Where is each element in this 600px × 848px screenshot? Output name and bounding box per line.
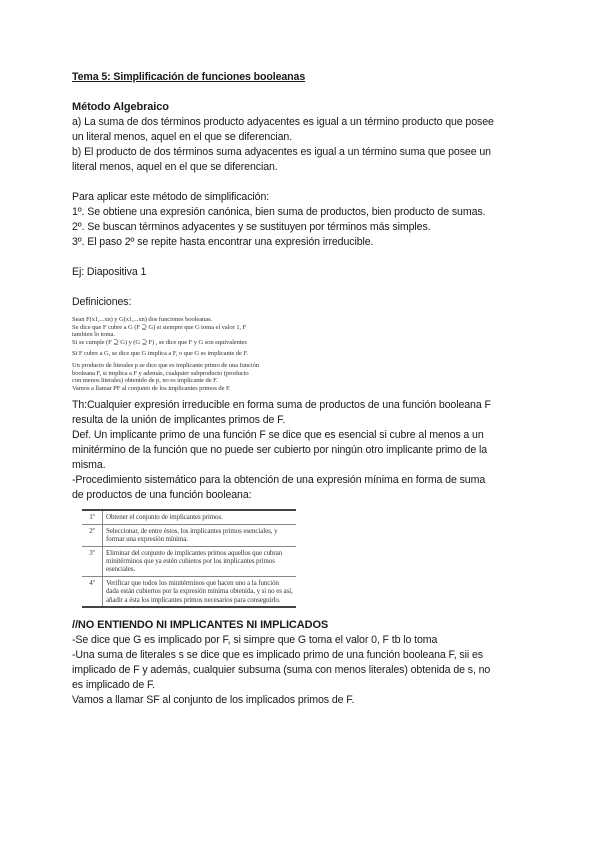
paragraph-b-line1: b) El producto de dos términos suma adyacentes es igual a un término suma que posee un [72, 146, 491, 158]
aplicar-step-2: 2º. Se buscan términos adyacentes y se sustituyen por términos más simples. [72, 221, 431, 233]
paragraph-a-line2: un literal menos, aquel en el que se diferencian. [72, 131, 293, 143]
def-line: tambien lo toma. [72, 331, 115, 339]
definitions-image [72, 316, 372, 392]
def-esencial-line2: minitérmino de la función que no puede ser cubierto por ningún otro implicante primo de la [72, 444, 487, 457]
step-text: Seleccionar, de entre éstos, los implicantes primos esenciales, y formar una expresión mínima. [103, 524, 297, 546]
table-row [82, 546, 296, 576]
noentiendo-line5: Vamos a llamar SF al conjunto de los implicados primos de F. [72, 694, 355, 706]
paragraph-a-line1: a) La suma de dos términos producto adyacentes es igual a un término producto que posee [72, 116, 494, 128]
def-line: Si se cumple (F ⊇ G) y (G ⊇ F) , se dice que F y G son equivalentes [72, 338, 247, 346]
aplicar-intro: Para aplicar este método de simplificación: [72, 191, 270, 203]
page-title: Tema 5: Simplificación de funciones booleanas [72, 71, 306, 83]
proc-line1: -Procedimiento sistemático para la obtención de una expresión mínima en forma de suma [72, 474, 486, 487]
table-row [82, 576, 296, 607]
section-heading-metodo: Método Algebraico [72, 101, 169, 113]
def-primo-line: booleana F, si implica a F y además, cualquier subproducto (producto [72, 369, 249, 377]
th-line1: Th:Cualquier expresión irreducible en forma suma de productos de una función booleana F [72, 399, 491, 412]
def-esencial-line3: misma. [72, 459, 106, 472]
proc-line2: de productos de una función booleana: [72, 489, 252, 502]
step-text: Verificar que todos los minitérminos que hacen uno a la función dada están cubiertos por la expresión mínima obtenida, y si no es así, añadir a ésta los implicantes primos necesarios para conseguirlo. [103, 576, 297, 607]
table-row [82, 524, 296, 546]
step-number: 3º [82, 546, 103, 576]
noentiendo-line2: -Una suma de literales s se dice que es implicado primo de una función booleana F, sii es [72, 649, 483, 661]
aplicar-step-1: 1º. Se obtiene una expresión canónica, bien suma de productos, bien producto de sumas. [72, 206, 486, 218]
step-number: 4º [82, 576, 103, 607]
th-line2: resulta de la unión de implicantes primos de F. [72, 414, 286, 427]
ej-line: Ej: Diapositiva 1 [72, 266, 147, 278]
procedure-table [82, 509, 296, 608]
def-primo-line: Vamos a llamar PF al conjunto de los implicantes primos de F. [72, 384, 231, 392]
noentiendo-line3: implicado de F y además, cualquier subsuma (suma con menos literales) obtenida de s, no [72, 664, 491, 676]
def-line: Sean F(x1,...xn) y G(x1,...xn) dos funciones booleanas. [72, 316, 213, 323]
step-text: Eliminar del conjunto de implicantes primos aquellos que cubran minitérminos que ya estén cubietos por los implicantes primos esenciales. [103, 546, 297, 576]
def-line: Se dice que F cubre a G (F ⊇ G) si siempre que G toma el valor 1, F [72, 323, 247, 331]
def-primo-line: Un producto de literales p se dice que es implicante primo de una función [72, 361, 259, 369]
section-heading-noentiendo: //NO ENTIENDO NI IMPLICANTES NI IMPLICADOS [72, 619, 329, 631]
definiciones-label: Definiciones: [72, 296, 132, 308]
noentiendo-line1: -Se dice que G es implicado por F, si simpre que G toma el valor 0, F tb lo toma [72, 634, 438, 646]
step-text: Obtener el conjunto de implicantes primos. [103, 510, 297, 524]
table-row [82, 510, 296, 524]
noentiendo-line4: es implicado de F. [72, 679, 155, 691]
def-implica-line: Si F cubre a G, se dice que G implica a F, o que G es implicante de F. [72, 350, 248, 358]
document-page [72, 70, 532, 708]
step-number: 2º [82, 524, 103, 546]
paragraph-b-line2: literal menos, aquel en el que se diferencian. [72, 161, 278, 173]
step-number: 1º [82, 510, 103, 524]
aplicar-step-3: 3º. El paso 2º se repite hasta encontrar una expresión irreducible. [72, 236, 374, 248]
def-esencial-line1: Def. Un implicante primo de una función F se dice que es esencial si cubre al menos a un [72, 429, 484, 442]
def-primo-line: con menos literales) obtenido de p, no es implicante de F. [72, 377, 218, 385]
